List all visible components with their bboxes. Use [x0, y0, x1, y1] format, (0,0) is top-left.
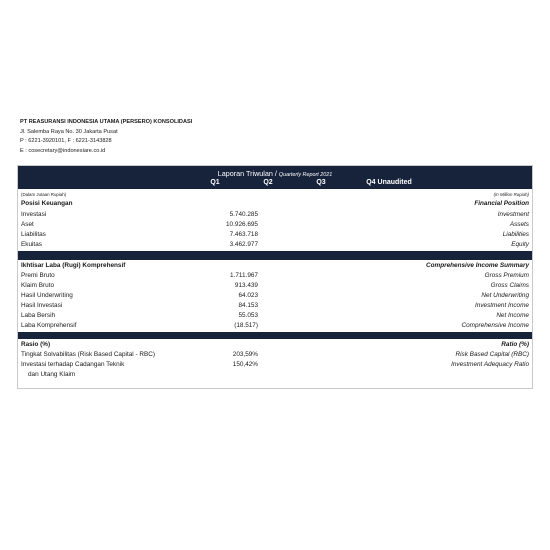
table-row	[18, 281, 532, 291]
row-label: Hasil Underwriting	[21, 292, 73, 299]
table-row	[18, 271, 532, 281]
row-label-en: Investment Income	[475, 302, 529, 309]
row-label-en: Assets	[509, 221, 529, 228]
section-title-en: Comprehensive Income Summary	[426, 262, 529, 269]
table-row	[18, 230, 532, 240]
row-value-q1: 55.053	[238, 312, 258, 319]
ratio-header	[18, 340, 532, 350]
quarter-q2: Q2	[263, 179, 273, 186]
table-row	[18, 291, 532, 301]
section-title: Rasio (%)	[21, 341, 51, 348]
table-row	[18, 350, 532, 360]
report-title-id: Laporan Triwulan /	[217, 169, 277, 178]
company-phone: P : 6221-3920101, F : 6221-3143828	[20, 138, 112, 145]
table-row	[18, 321, 532, 331]
row-label-en: Investment Adequacy Ratio	[451, 361, 529, 368]
row-label: Premi Bruto	[21, 272, 55, 279]
row-value-q1: 913.439	[234, 282, 258, 289]
row-label: Klaim Bruto	[21, 282, 55, 289]
row-label: dan Utang Klaim	[28, 371, 76, 378]
row-label-en: Equity	[511, 241, 529, 248]
table-row	[18, 240, 532, 250]
report-title-en: Quarterly Report 2021	[278, 172, 333, 178]
table-row	[18, 360, 532, 370]
row-value-q1: (18.517)	[234, 322, 258, 329]
table-row	[18, 311, 532, 321]
row-label: Liabilitas	[21, 231, 46, 238]
row-label-en: Liabilities	[502, 231, 529, 238]
row-value-q1: 7.463.718	[229, 231, 258, 238]
section-title: Ikhtisar Laba (Rugi) Komprehensif	[21, 262, 126, 269]
row-value-q1: 10.926.695	[226, 221, 258, 228]
company-address: Jl. Salemba Raya No. 30 Jakarta Pusat	[20, 128, 118, 135]
company-header	[20, 118, 192, 156]
row-label: Investasi terhadap Cadangan Teknik	[21, 361, 125, 368]
table-row-continuation	[18, 370, 532, 380]
units-en: (In Million Rupiah)	[493, 192, 529, 197]
section-title-en: Ratio (%)	[501, 341, 529, 348]
quarter-q1: Q1	[210, 179, 220, 186]
section-divider	[18, 251, 532, 260]
table-row	[18, 210, 532, 220]
section-divider	[18, 332, 532, 339]
row-value-q1: 5.740.285	[229, 211, 258, 218]
row-label-en: Net Income	[496, 312, 529, 319]
financial-position-header	[18, 199, 532, 209]
row-label-en: Net Underwriting	[481, 292, 529, 299]
quarter-q4: Q4 Unaudited	[366, 179, 412, 186]
row-label: Aset	[21, 221, 34, 228]
row-label-en: Gross Premium	[484, 272, 529, 279]
row-value-q1: 203,59%	[232, 351, 258, 358]
row-value-q1: 64.023	[238, 292, 258, 299]
row-value-q1: 84.153	[238, 302, 258, 309]
row-label-en: Risk Based Capital (RBC)	[455, 351, 529, 358]
company-email: E : cosecretary@indonesiare.co.id	[20, 147, 106, 154]
row-label: Laba Bersih	[21, 312, 56, 319]
company-name: PT REASURANSI INDONESIA UTAMA (PERSERO) KONSOLIDASI	[20, 119, 193, 125]
row-value-q1: 3.462.977	[229, 241, 258, 248]
row-label: Tingkat Solvabilitas (Risk Based Capital - RBC)	[21, 351, 156, 358]
row-label-en: Gross Claims	[490, 282, 529, 289]
row-label-en: Comprehensive Income	[461, 322, 529, 329]
section-title: Posisi Keuangan	[21, 200, 73, 207]
income-summary-header	[18, 261, 532, 271]
row-label: Laba Komprehensif	[21, 322, 77, 329]
table-row	[18, 220, 532, 230]
row-value-q1: 1.711.967	[230, 272, 258, 279]
units-id: (Dalam Jutaan Rupiah)	[21, 192, 67, 197]
report-header	[18, 166, 532, 189]
report-title	[18, 169, 532, 178]
section-title-en: Financial Position	[474, 200, 529, 207]
quarterly-report-table	[17, 165, 533, 389]
quarter-q3: Q3	[316, 179, 326, 186]
row-label: Ekuitas	[21, 241, 42, 248]
row-value-q1: 150,42%	[232, 361, 258, 368]
table-row	[18, 301, 532, 311]
row-label-en: Investment	[497, 211, 529, 218]
row-label: Investasi	[21, 211, 47, 218]
row-label: Hasil Investasi	[21, 302, 63, 309]
